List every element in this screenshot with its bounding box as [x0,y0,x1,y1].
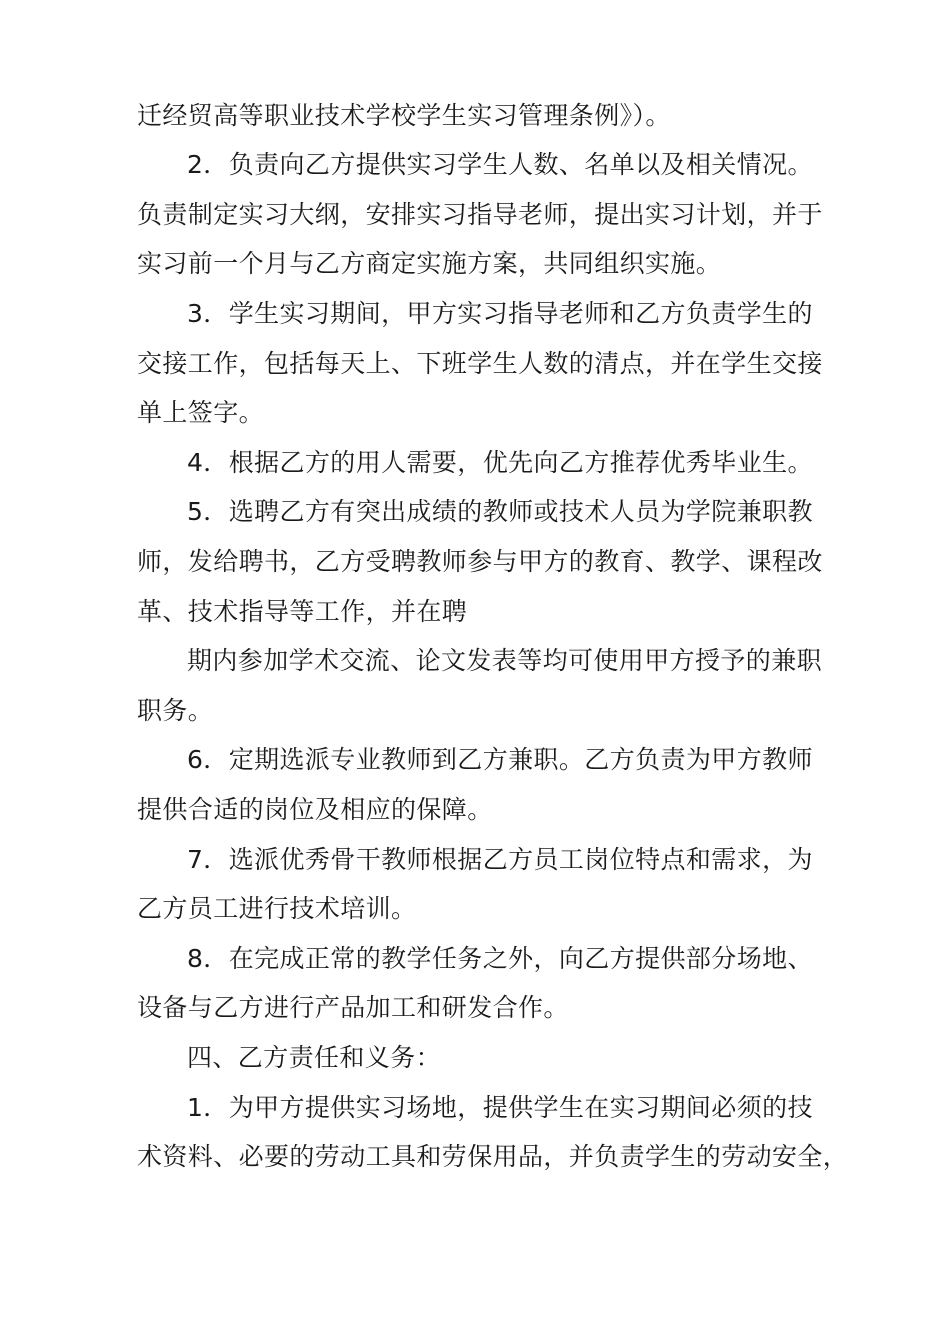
text-line: 2．负责向乙方提供实习学生人数、名单以及相关情况。 [187,150,813,179]
text-line: 期内参加学术交流、论文发表等均可使用甲方授予的兼职 [187,646,823,675]
text-line: 职务。 [137,696,214,725]
text-line: 实习前一个月与乙方商定实施方案，共同组织实施。 [137,249,722,278]
text-line: 师，发给聘书，乙方受聘教师参与甲方的教育、教学、课程改 [137,547,823,576]
text-line: 1．为甲方提供实习场地，提供学生在实习期间必须的技 [187,1093,813,1122]
text-line: 术资料、必要的劳动工具和劳保用品，并负责学生的劳动安全， [137,1142,849,1171]
text-line: 交接工作，包括每天上、下班学生人数的清点，并在学生交接 [137,349,823,378]
text-line: 迁经贸高等职业技术学校学生实习管理条例》）。 [137,101,671,130]
text-line: 革、技术指导等工作，并在聘 [137,597,468,626]
text-line: 单上签字。 [137,398,265,427]
text-line: 6．定期选派专业教师到乙方兼职。乙方负责为甲方教师 [187,745,813,774]
text-line: 8．在完成正常的教学任务之外，向乙方提供部分场地、 [187,944,813,973]
text-line: 乙方员工进行技术培训。 [137,894,417,923]
text-line: 负责制定实习大纲，安排实习指导老师，提出实习计划，并于 [137,200,823,229]
text-line: 7．选派优秀骨干教师根据乙方员工岗位特点和需求，为 [187,845,813,874]
text-line: 提供合适的岗位及相应的保障。 [137,795,493,824]
text-line: 4．根据乙方的用人需要，优先向乙方推荐优秀毕业生。 [187,448,813,477]
text-line: 5．选聘乙方有突出成绩的教师或技术人员为学院兼职教 [187,497,813,526]
text-line: 3．学生实习期间，甲方实习指导老师和乙方负责学生的 [187,299,813,328]
section-heading: 四、乙方责任和义务： [187,1043,442,1072]
text-line: 设备与乙方进行产品加工和研发合作。 [137,993,569,1022]
